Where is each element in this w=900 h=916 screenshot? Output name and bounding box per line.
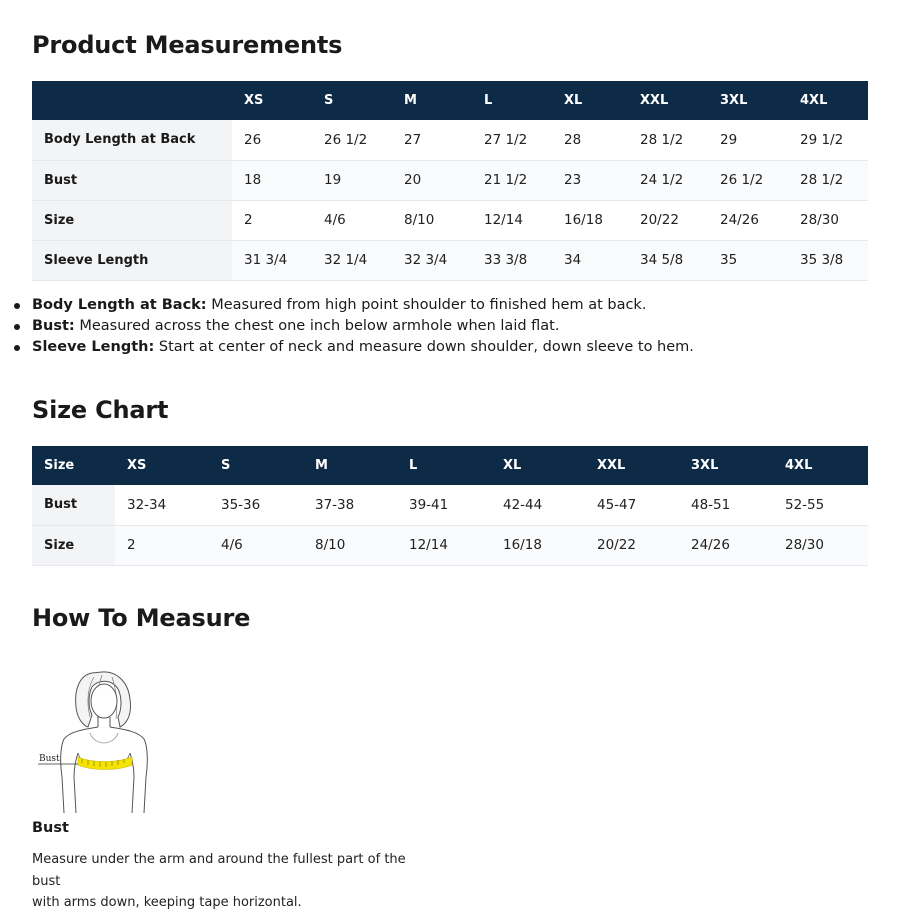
table-cell: 52-55 xyxy=(773,485,868,525)
row-header: Bust xyxy=(32,160,232,200)
size-chart-table xyxy=(32,446,868,566)
table-cell: 33 3/8 xyxy=(472,240,552,280)
row-header: Size xyxy=(32,525,115,565)
table-cell: 28 1/2 xyxy=(628,120,708,160)
column-header: XL xyxy=(552,81,628,120)
note-term: Bust: xyxy=(32,318,75,334)
table-row xyxy=(32,200,868,240)
table-row xyxy=(32,160,868,200)
how-to-measure-title: How To Measure xyxy=(32,604,251,632)
table-row xyxy=(32,485,868,525)
table-cell: 45-47 xyxy=(585,485,679,525)
note-text: Measured across the chest one inch below armhole when laid flat. xyxy=(74,318,560,334)
table-row xyxy=(32,240,868,280)
table-cell: 34 5/8 xyxy=(628,240,708,280)
table-cell: 20 xyxy=(392,160,472,200)
table-cell: 39-41 xyxy=(397,485,491,525)
table-cell: 35-36 xyxy=(209,485,303,525)
list-item xyxy=(32,337,694,358)
table-cell: 37-38 xyxy=(303,485,397,525)
table-cell: 24 1/2 xyxy=(628,160,708,200)
table-cell: 8/10 xyxy=(392,200,472,240)
row-header: Bust xyxy=(32,485,115,525)
list-item xyxy=(32,295,694,316)
table-cell: 32 3/4 xyxy=(392,240,472,280)
table-cell: 16/18 xyxy=(552,200,628,240)
list-item xyxy=(32,316,694,337)
column-header: XS xyxy=(115,446,209,485)
table-cell: 32 1/4 xyxy=(312,240,392,280)
table-row xyxy=(32,525,868,565)
column-header: S xyxy=(209,446,303,485)
table-cell: 32-34 xyxy=(115,485,209,525)
note-text: Measured from high point shoulder to finished hem at back. xyxy=(206,297,647,313)
row-header: Sleeve Length xyxy=(32,240,232,280)
column-header: XS xyxy=(232,81,312,120)
table-row xyxy=(32,120,868,160)
table-cell: 16/18 xyxy=(491,525,585,565)
column-header: XXL xyxy=(628,81,708,120)
table-cell: 34 xyxy=(552,240,628,280)
table-cell: 26 1/2 xyxy=(708,160,788,200)
size-chart-title: Size Chart xyxy=(32,396,169,424)
table-cell: 21 1/2 xyxy=(472,160,552,200)
column-header: XXL xyxy=(585,446,679,485)
table-cell: 26 xyxy=(232,120,312,160)
table-cell: 28/30 xyxy=(788,200,868,240)
column-header: 4XL xyxy=(773,446,868,485)
table-cell: 42-44 xyxy=(491,485,585,525)
product-measurements-title: Product Measurements xyxy=(32,31,343,59)
table-cell: 28/30 xyxy=(773,525,868,565)
table-cell: 12/14 xyxy=(397,525,491,565)
row-header: Size xyxy=(32,200,232,240)
table-cell: 8/10 xyxy=(303,525,397,565)
column-header: Size xyxy=(32,446,115,485)
bust-heading: Bust xyxy=(32,820,69,836)
table-cell: 20/22 xyxy=(585,525,679,565)
column-header: 3XL xyxy=(708,81,788,120)
table-cell: 2 xyxy=(115,525,209,565)
table-cell: 29 xyxy=(708,120,788,160)
table-cell: 19 xyxy=(312,160,392,200)
table-cell: 35 xyxy=(708,240,788,280)
table-header-row xyxy=(32,81,868,120)
table-cell: 4/6 xyxy=(312,200,392,240)
column-header: L xyxy=(472,81,552,120)
table-cell: 35 3/8 xyxy=(788,240,868,280)
table-cell: 48-51 xyxy=(679,485,773,525)
bust-figure-label: Bust xyxy=(39,754,60,764)
table-cell: 27 xyxy=(392,120,472,160)
row-header: Body Length at Back xyxy=(32,120,232,160)
column-header: L xyxy=(397,446,491,485)
table-cell: 12/14 xyxy=(472,200,552,240)
note-term: Body Length at Back: xyxy=(32,297,207,313)
column-header: XL xyxy=(491,446,585,485)
bust-measure-illustration xyxy=(32,667,177,815)
table-cell: 28 xyxy=(552,120,628,160)
table-cell: 23 xyxy=(552,160,628,200)
table-cell: 2 xyxy=(232,200,312,240)
column-header: S xyxy=(312,81,392,120)
table-cell: 4/6 xyxy=(209,525,303,565)
bust-description xyxy=(32,849,432,914)
bust-description-line: with arms down, keeping tape horizontal. xyxy=(32,895,302,910)
table-cell: 24/26 xyxy=(708,200,788,240)
bust-description-line: Measure under the arm and around the fullest part of the bust xyxy=(32,852,406,889)
column-header: 3XL xyxy=(679,446,773,485)
note-term: Sleeve Length: xyxy=(32,339,155,355)
table-cell: 27 1/2 xyxy=(472,120,552,160)
note-text: Start at center of neck and measure down shoulder, down sleeve to hem. xyxy=(154,339,694,355)
table-cell: 29 1/2 xyxy=(788,120,868,160)
column-header: M xyxy=(392,81,472,120)
column-header: 4XL xyxy=(788,81,868,120)
column-header xyxy=(32,81,232,120)
table-cell: 18 xyxy=(232,160,312,200)
product-measurements-table xyxy=(32,81,868,281)
table-cell: 20/22 xyxy=(628,200,708,240)
measurement-notes-list xyxy=(32,295,694,358)
table-cell: 26 1/2 xyxy=(312,120,392,160)
column-header: M xyxy=(303,446,397,485)
table-cell: 24/26 xyxy=(679,525,773,565)
table-cell: 31 3/4 xyxy=(232,240,312,280)
table-cell: 28 1/2 xyxy=(788,160,868,200)
table-header-row xyxy=(32,446,868,485)
